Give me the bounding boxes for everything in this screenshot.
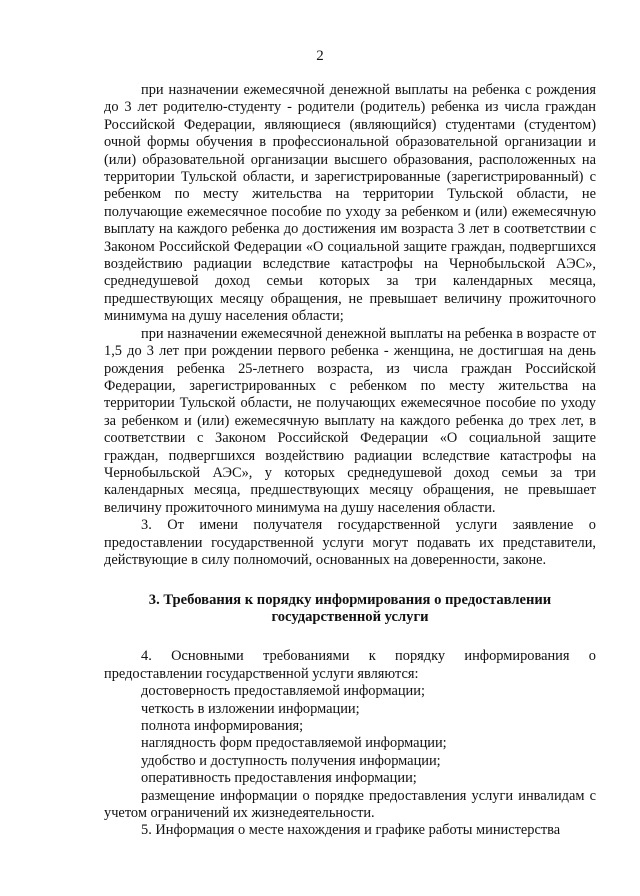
paragraph-location-info: 5. Информация о месте нахождения и графике работы министерства xyxy=(141,822,561,839)
paragraph-representatives: 3. От имени получателя государственной услуги заявление о предоставлении государственной услуги могут подавать их представители, действующие в силу полномочий, основанных на доверенности, законе. xyxy=(104,517,596,568)
list-item-clarity: четкость в изложении информации; xyxy=(141,700,360,717)
list-item-disabled-info: размещение информации о порядке предоставления услуги инвалидам с учетом ограничений их жизнедеятельности. xyxy=(104,787,596,822)
list-item-accessibility: удобство и доступность получения информации; xyxy=(141,752,441,769)
list-item-reliability: достоверность предоставляемой информации; xyxy=(141,683,425,700)
section-heading-line-2: государственной услуги xyxy=(271,609,429,626)
paragraph-first-child: при назначении ежемесячной денежной выплаты на ребенка в возрасте от 1,5 до 3 лет при рождении первого ребенка - женщина, не достигшая на день рождения ребенка 25-летнего возраста, из числа граждан Российской Федерации, зарегистрированных с ребенком по месту жительства на территории Тульской области, не получающих ежемесячное пособие по уходу за ребенком и (или) ежемесячную выплату на каждого ребенка до трех лет, в соответствии с Законом Российской Федерации «О социальной защите граждан, подвергшихся воздействию радиации вследствие катастрофы на Чернобыльской АЭС», у которых среднедушевой доход семьи за три календарных месяца, предшествующих месяцу обращения, не превышает величину прожиточного минимума на душу населения области. xyxy=(104,325,596,516)
list-item-promptness: оперативность предоставления информации; xyxy=(141,770,417,787)
paragraph-student-parent: при назначении ежемесячной денежной выплаты на ребенка с рождения до 3 лет родителю-студенту - родители (родитель) ребенка из числа граждан Российской Федерации, являющиеся (являющийся) студентами (студентом) очной формы обучения в профессиональной образовательной организации и (или) образовательной организации высшего образования, расположенных на территории Тульской области, и зарегистрированные (зарегистрированный) с ребенком по месту жительства на территории Тульской области, не получающие ежемесячное пособие по уходу за ребенком и (или) ежемесячную выплату на каждого ребенка до достижения им возраста 3 лет в соответствии с Законом Российской Федерации «О социальной защите граждан, подвергшихся воздействию радиации вследствие катастрофы на Чернобыльской АЭС», среднедушевой доход семьи которых за три календарных месяца, предшествующих месяцу обращения, не превышает величину прожиточного минимума на душу населения области; xyxy=(104,82,596,325)
section-heading-line-1: 3. Требования к порядку информирования о предоставлении xyxy=(148,592,552,609)
list-item-completeness: полнота информирования; xyxy=(141,718,304,734)
section-heading xyxy=(104,592,596,626)
paragraph-requirements: 4. Основными требованиями к порядку информирования о предоставлении государственной услуги являются: xyxy=(104,648,596,682)
list-item-visibility: наглядность форм предоставляемой информации; xyxy=(141,735,447,752)
document-body xyxy=(104,82,596,840)
page-number: 2 xyxy=(316,48,324,64)
